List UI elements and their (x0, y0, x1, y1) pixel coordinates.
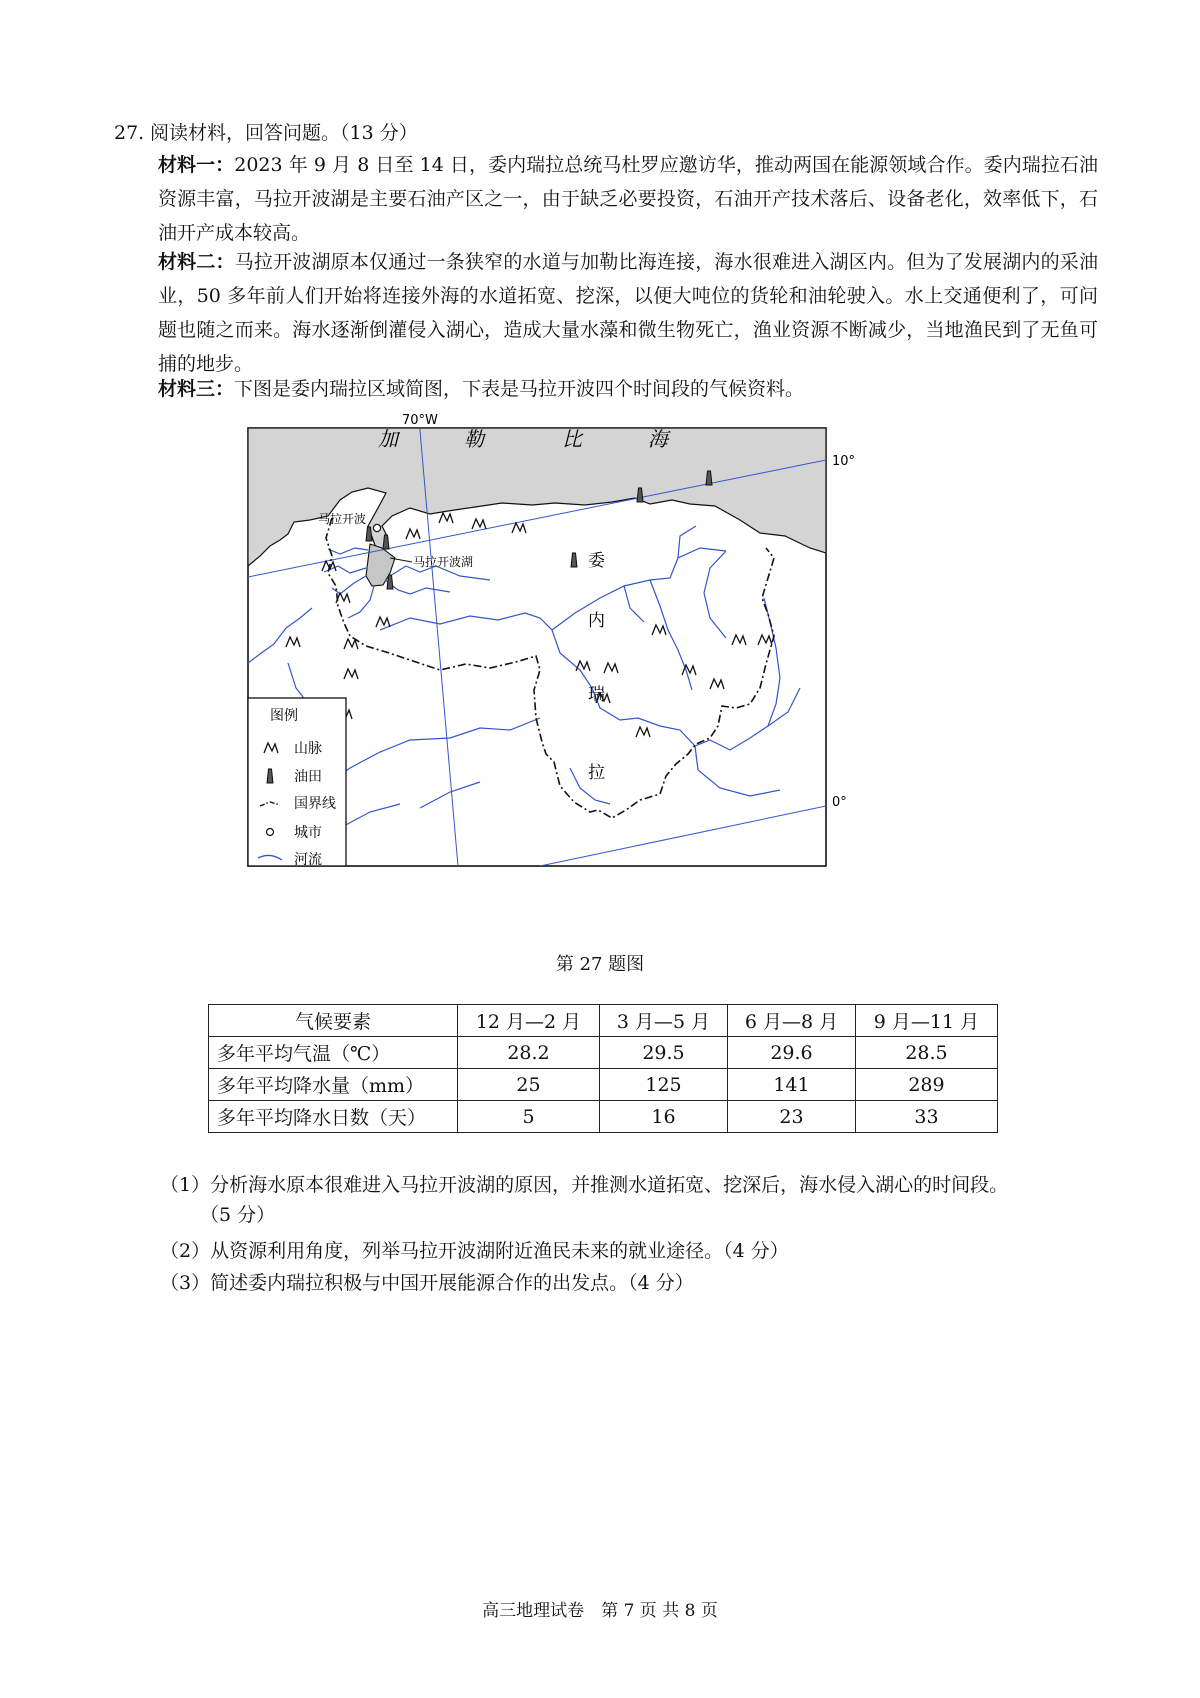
material-2 (158, 245, 1098, 381)
material-1-text: 2023 年 9 月 8 日至 14 日，委内瑞拉总统马杜罗应邀访华，推动两国在能源领域合作。委内瑞拉石油资源丰富，马拉开波湖是主要石油产区之一，由于缺乏必要投资，石油开产技术落后、设备老化，效率低下，石油开产成本较高。 (158, 154, 1098, 244)
svg-text:勒: 勒 (464, 427, 484, 451)
material-1 (158, 148, 1098, 250)
city-maracaibo-marker (373, 524, 380, 531)
legend-oil-icon (267, 769, 273, 783)
climate-table (208, 1004, 998, 1133)
svg-text:委: 委 (588, 551, 605, 571)
lake-maracaibo-label: 马拉开波湖 (413, 555, 474, 569)
material-3-text: 下图是委内瑞拉区域简图，下表是马拉开波四个时间段的气候资料。 (234, 378, 805, 400)
table-cell: 29.5 (600, 1037, 728, 1069)
material-3-label: 材料三： (158, 378, 235, 400)
material-3 (158, 372, 1098, 406)
svg-text:内: 内 (588, 611, 605, 631)
material-2-label: 材料二： (158, 251, 235, 273)
svg-text:瑞: 瑞 (588, 685, 605, 705)
figure-caption: 第 27 题图 (555, 954, 645, 975)
lat-10-label: 10° (832, 454, 856, 469)
svg-text:油田: 油田 (294, 769, 322, 785)
question-number: 27. (114, 122, 145, 144)
sub-question-2: （2）从资源利用角度，列举马拉开波湖附近渔民未来的就业途径。（4 分） (160, 1240, 789, 1262)
svg-text:山脉: 山脉 (294, 741, 322, 757)
table-header-cell: 3 月—5 月 (600, 1005, 728, 1037)
material-1-label: 材料一： (158, 154, 235, 176)
table-header-cell: 6 月—8 月 (727, 1005, 855, 1037)
table-header-cell: 9 月—11 月 (855, 1005, 997, 1037)
question-title: 阅读材料，回答问题。（13 分） (150, 122, 418, 144)
sub-question-3: （3）简述委内瑞拉积极与中国开展能源合作的出发点。（4 分） (160, 1272, 694, 1294)
page-footer: 高三地理试卷 第 7 页 共 8 页 (482, 1601, 718, 1621)
meridian-label: 70°W (402, 413, 438, 428)
svg-text:海: 海 (648, 427, 668, 451)
svg-text:加: 加 (378, 427, 398, 451)
table-cell: 28.2 (458, 1037, 600, 1069)
venezuela-map (240, 408, 920, 940)
sub-question-1-score: （5 分） (200, 1204, 276, 1226)
table-cell: 25 (458, 1069, 600, 1101)
table-header-cell: 12 月—2 月 (458, 1005, 600, 1037)
table-cell: 23 (727, 1101, 855, 1133)
table-cell: 16 (600, 1101, 728, 1133)
table-row (209, 1101, 998, 1133)
svg-text:比: 比 (562, 427, 582, 451)
svg-text:拉: 拉 (588, 763, 605, 783)
table-cell: 5 (458, 1101, 600, 1133)
lat-0-label: 0° (832, 795, 847, 810)
table-row-label: 多年平均气温（℃） (209, 1037, 458, 1069)
material-2-text: 马拉开波湖原本仅通过一条狭窄的水道与加勒比海连接，海水很难进入湖区内。但为了发展湖内的采油业，50 多年前人们开始将连接外海的水道拓宽、挖深，以便大吨位的货轮和油轮驶入。水上交通便利了，可问题也随之而来。海水逐渐倒灌侵入湖心，造成大量水藻和微生物死亡，渔业资源不断减少，当地渔民到了无鱼可捕的地步。 (158, 251, 1098, 375)
table-header-cell: 气候要素 (209, 1005, 458, 1037)
sub-question-1: （1）分析海水原本很难进入马拉开波湖的原因，并推测水道拓宽、挖深后，海水侵入湖心的时间段。 (160, 1174, 1009, 1196)
table-row-label: 多年平均降水量（mm） (209, 1069, 458, 1101)
table-cell: 33 (855, 1101, 997, 1133)
table-cell: 125 (600, 1069, 728, 1101)
table-cell: 141 (727, 1069, 855, 1101)
table-row-label: 多年平均降水日数（天） (209, 1101, 458, 1133)
legend-title: 图例 (270, 708, 298, 724)
table-cell: 289 (855, 1069, 997, 1101)
svg-text:城市: 城市 (294, 825, 322, 841)
table-cell: 29.6 (727, 1037, 855, 1069)
question-header (114, 118, 418, 145)
city-maracaibo-label: 马拉开波 (318, 512, 367, 526)
map-legend (248, 698, 346, 868)
legend-city-icon (267, 829, 274, 836)
table-row (209, 1037, 998, 1069)
svg-text:国界线: 国界线 (294, 796, 336, 812)
svg-text:河流: 河流 (294, 852, 322, 868)
table-cell: 28.5 (855, 1037, 997, 1069)
table-header-row (209, 1005, 998, 1037)
table-row (209, 1069, 998, 1101)
